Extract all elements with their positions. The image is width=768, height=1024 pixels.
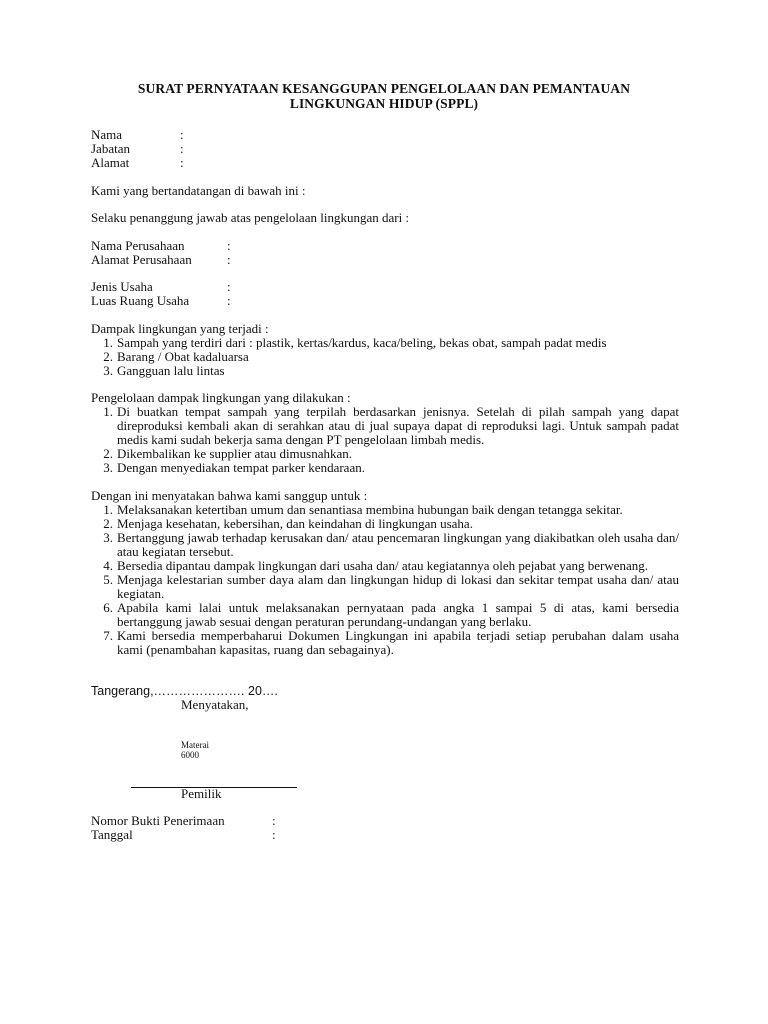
field-label: Alamat [91,155,130,170]
item-text: Menjaga kelestarian sumber daya alam dan lingkungan hidup di lokasi dan sekitar tempat usaha dan/ atau kegiatan. [117,572,679,601]
item-number: 3. [103,530,113,545]
place-date: Tangerang,…………………. 20…. [91,684,278,698]
field-colon: : [272,827,276,842]
item-text: Menjaga kesehatan, kebersihan, dan keindahan di lingkungan usaha. [117,516,473,531]
impacts-section [91,322,679,378]
item-number: 6. [103,600,113,615]
field-label: Luas Ruang Usaha [91,293,190,308]
list-item [91,517,679,531]
field-colon: : [227,252,231,267]
item-text: Bertanggung jawab terhadap kerusakan dan/ atau pencemaran lingkungan yang diakibatkan oleh usaha dan/ atau kegiatan tersebut. [117,530,679,559]
field-tanggal [91,828,679,842]
list-item [91,447,679,461]
list-item [91,405,679,447]
company-fields [91,239,679,267]
item-text: Dikembalikan ke supplier atau dimusnahkan. [117,446,353,461]
field-colon: : [180,141,184,156]
list-item [91,601,679,629]
commitments-section [91,489,679,657]
field-colon: : [227,293,231,308]
list-item [91,531,679,559]
list-item [91,559,679,573]
stamp-line-2: 6000 [181,750,199,760]
item-number: 1. [103,335,113,350]
item-number: 2. [103,516,113,531]
management-section [91,391,679,475]
list-item [91,461,679,475]
item-number: 1. [103,404,113,419]
stamp-line-1: Materai [181,740,209,750]
document-title [60,81,708,111]
item-number: 1. [103,502,113,517]
receipt-fields [91,814,679,842]
list-item [91,503,679,517]
management-list [91,405,679,475]
owner-label: Pemilik [181,786,222,801]
field-label: Jabatan [91,141,130,156]
field-label: Nama [91,127,123,142]
item-number: 4. [103,558,113,573]
field-jenis-usaha [91,280,679,294]
field-alamat [91,156,679,170]
item-number: 7. [103,628,113,643]
field-label: Alamat Perusahaan [91,252,192,267]
field-label: Jenis Usaha [91,279,153,294]
impacts-list [91,336,679,378]
statement-intro: Kami yang bertandatangan di bawah ini : [91,183,306,198]
item-text: Sampah yang terdiri dari : plastik, kertas/kardus, kaca/beling, bekas obat, sampah padat medis [117,335,607,350]
field-nama [91,128,679,142]
item-number: 5. [103,572,113,587]
stamp-placeholder [181,740,768,760]
list-item [91,350,679,364]
field-nomor-bukti [91,814,679,828]
item-text: Kami bersedia memperbaharui Dokumen Lingkungan ini apabila terjadi setiap perubahan dalam usaha kami (penambahan kapasitas, ruang dan sebagainya). [117,628,679,657]
list-item [91,573,679,601]
field-colon: : [227,279,231,294]
field-label: Nomor Bukti Penerimaan [91,813,225,828]
item-text: Melaksanakan ketertiban umum dan senantiasa membina hubungan baik dengan tetangga sekitar. [117,502,623,517]
item-number: 2. [103,446,113,461]
title-line-1: SURAT PERNYATAAN KESANGGUPAN PENGELOLAAN DAN PEMANTAUAN [137,81,631,96]
item-number: 3. [103,363,113,378]
list-item [91,336,679,350]
item-text: Gangguan lalu lintas [117,363,225,378]
business-fields [91,280,679,308]
commitments-list [91,503,679,657]
field-label: Nama Perusahaan [91,238,185,253]
management-heading: Pengelolaan dampak lingkungan yang dilakukan : [91,390,351,405]
list-item [91,364,679,378]
item-text: Dengan menyediakan tempat parker kendaraan. [117,460,365,475]
item-number: 3. [103,460,113,475]
field-jabatan [91,142,679,156]
list-item [91,629,679,657]
field-alamat-perusahaan [91,253,679,267]
responsible-intro: Selaku penanggung jawab atas pengelolaan lingkungan dari : [91,210,410,225]
commitments-heading: Dengan ini menyatakan bahwa kami sanggup untuk : [91,488,368,503]
field-colon: : [180,127,184,142]
field-colon: : [272,813,276,828]
title-line-2: LINGKUNGAN HIDUP (SPPL) [289,96,479,111]
field-colon: : [227,238,231,253]
impacts-heading: Dampak lingkungan yang terjadi : [91,321,269,336]
field-label: Tanggal [91,827,133,842]
item-text: Barang / Obat kadaluarsa [117,349,249,364]
identity-fields [91,128,679,170]
item-text: Di buatkan tempat sampah yang terpilah berdasarkan jenisnya. Setelah di pilah sampah yang dapat direproduksi kembali akan di serahkan atau di jual supaya dapat di reproduksi lagi. Untuk sampah padat medis kami sudah bekerja sama dengan PT pengelolaan limbah medis. [117,404,679,447]
item-text: Apabila kami lalai untuk melaksanakan pernyataan pada angka 1 sampai 5 di atas, kami bersedia bertanggung jawab sesuai dengan peraturan perundang-undangan yang berlaku. [117,600,679,629]
declare-label: Menyatakan, [181,697,249,712]
field-nama-perusahaan [91,239,679,253]
field-luas-ruang-usaha [91,294,679,308]
item-text: Bersedia dipantau dampak lingkungan dari usaha dan/ atau kegiatannya oleh pejabat yang berwenang. [117,558,649,573]
item-number: 2. [103,349,113,364]
field-colon: : [180,155,184,170]
